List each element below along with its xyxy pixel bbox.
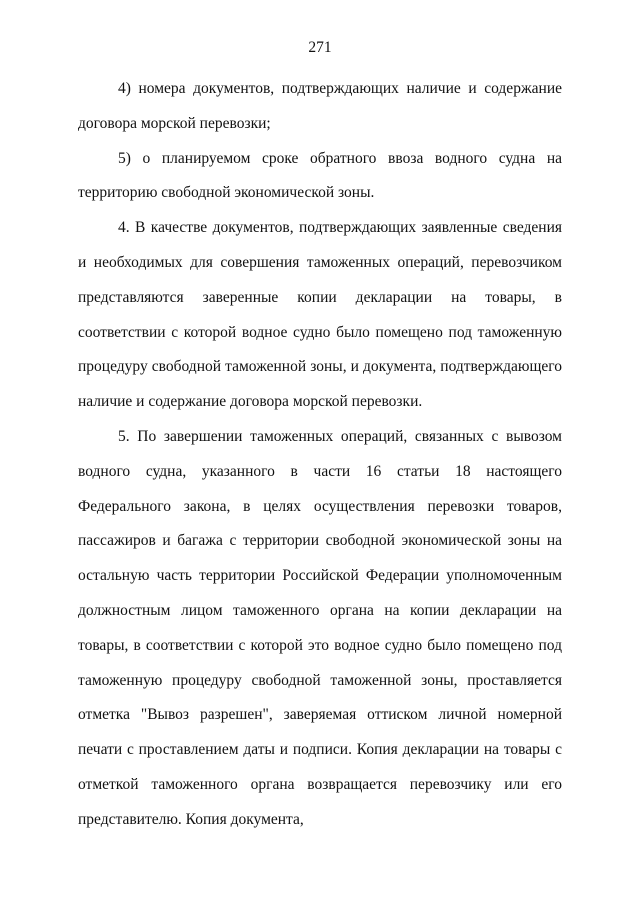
page-number: 271 bbox=[308, 39, 332, 56]
paragraph-item-5-subpoint: 5) о планируемом сроке обратного ввоза водного судна на территорию свободной экономической зоны. bbox=[78, 149, 562, 202]
paragraph-section-4: 4. В качестве документов, подтверждающих заявленные сведения и необходимых для совершения таможенных операций, перевозчиком представляются заверенные копии декларации на товары, в соответствии с которой водное судно было помещено под таможенную процедуру свободной таможенной зоны, и документа, подтверждающего наличие и содержание договора морской перевозки. bbox=[78, 219, 562, 411]
paragraph-section-5: 5. По завершении таможенных операций, связанных с вывозом водного судна, указанного в части 16 статьи 18 настоящего Федерального закона, в целях осуществления перевозки товаров, пассажиров и багажа с территории свободной экономической зоны на остальную часть территории Российской Федерации уполномоченным должностным лицом таможенного органа на копии декларации на товары, в соответствии с которой это водное судно было помещено под таможенную процедуру свободной таможенной зоны, проставляется отметка "Вывоз разрешен", заверяемая оттиском личной номерной печати с проставлением даты и подписи. Копия декларации на товары с отметкой таможенного органа возвращается перевозчику или его представителю. Копия документа, bbox=[78, 427, 562, 828]
paragraph-item-4-subpoint: 4) номера документов, подтверждающих наличие и содержание договора морской перевозки; bbox=[78, 80, 562, 132]
document-body bbox=[78, 72, 562, 838]
